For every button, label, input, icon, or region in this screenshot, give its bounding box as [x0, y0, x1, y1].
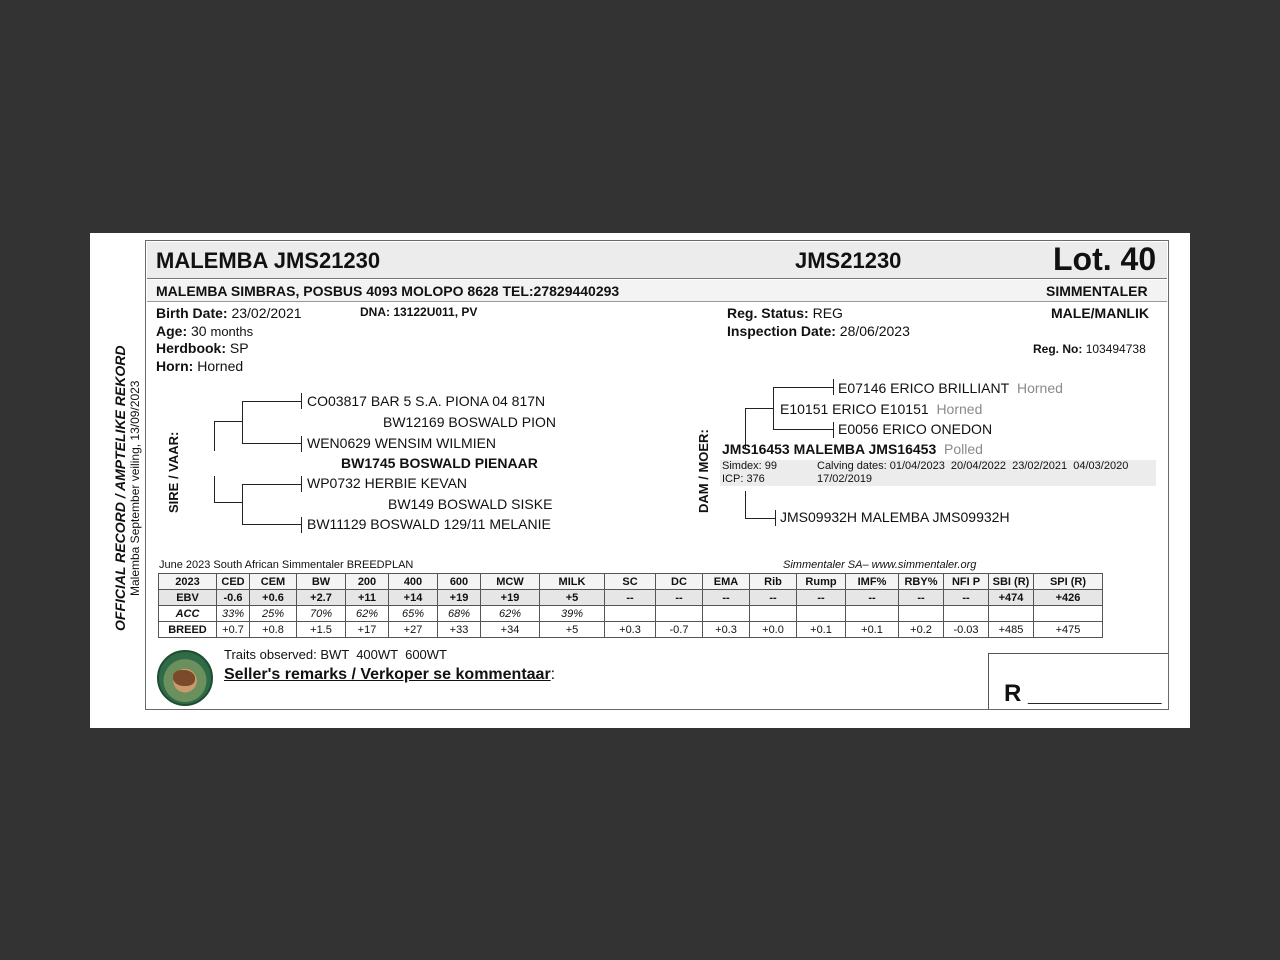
- dam-bracket-line: [773, 387, 774, 429]
- ebv-cell: SBI (R): [989, 574, 1034, 590]
- age-value: 30: [191, 323, 207, 339]
- sire-g1: BW12169 BOSWALD PION: [383, 414, 556, 430]
- ebv-cell: +33: [438, 622, 481, 638]
- ebv-cell: SC: [605, 574, 656, 590]
- sire-bracket-line: [214, 476, 215, 502]
- ebv-cell: +1.5: [297, 622, 346, 638]
- ebv-cell: [656, 606, 703, 622]
- ebv-cell: --: [797, 590, 846, 606]
- ebv-cell: -0.03: [944, 622, 989, 638]
- calving-dates: Calving dates: 01/04/2023 20/04/2022 23/02/2021 04/03/2020: [817, 460, 1129, 472]
- dam-g1-name: E10151 ERICO E10151: [780, 401, 929, 417]
- dam-gg1: [838, 380, 1063, 396]
- ebv-cell: +11: [346, 590, 389, 606]
- sire-bracket-line: [242, 401, 302, 402]
- sire-bracket-line: [242, 484, 243, 524]
- traits-observed: Traits observed: BWT 400WT 600WT: [224, 647, 447, 662]
- ebv-cell: MILK: [540, 574, 605, 590]
- ebv-cell: +19: [438, 590, 481, 606]
- ebv-cell: 65%: [389, 606, 438, 622]
- ebv-cell: IMF%: [846, 574, 899, 590]
- herdbook-label: Herdbook:: [156, 340, 226, 356]
- ebv-cell: +5: [540, 590, 605, 606]
- sire-gg2: WEN0629 WENSIM WILMIEN: [307, 435, 497, 451]
- ebv-cell: +0.8: [250, 622, 297, 638]
- sire-gg3: WP0732 HERBIE KEVAN: [307, 475, 468, 491]
- dam-bracket-line: [833, 422, 834, 438]
- birth-date-label: Birth Date:: [156, 305, 228, 321]
- dam-gg2: E0056 ERICO ONEDON: [838, 421, 993, 437]
- dna-info: DNA: 13122U011, PV: [360, 305, 478, 319]
- ebv-cell: Rump: [797, 574, 846, 590]
- acc-row: [159, 606, 1103, 622]
- reg-no: [1033, 342, 1146, 356]
- dam-name: JMS16453 MALEMBA JMS16453: [722, 441, 937, 457]
- calving-dates-cont: 17/02/2019: [817, 473, 873, 485]
- ebv-cell: 200: [346, 574, 389, 590]
- remarks-text: Seller's remarks / Verkoper se kommentaar: [224, 666, 551, 683]
- ebv-cell: +0.3: [703, 622, 750, 638]
- ebv-cell: 39%: [540, 606, 605, 622]
- ebv-cell: +426: [1034, 590, 1103, 606]
- sire-bracket-line: [301, 436, 302, 452]
- dam-horn: Polled: [944, 441, 983, 457]
- ebv-cell: [944, 606, 989, 622]
- sire-bracket-line: [301, 517, 302, 533]
- ebv-cell: +2.7: [297, 590, 346, 606]
- sire-name: BW1745 BOSWALD PIENAAR: [341, 455, 538, 471]
- reg-no-value: 103494738: [1085, 342, 1146, 356]
- ebv-cell: -0.7: [656, 622, 703, 638]
- dam-g1: [780, 401, 982, 417]
- ebv-cell: --: [899, 590, 944, 606]
- ebv-cell: +17: [346, 622, 389, 638]
- ebv-header-row: [159, 574, 1103, 590]
- herdbook-value: SP: [229, 340, 249, 356]
- ebv-cell: MCW: [481, 574, 540, 590]
- animal-code: JMS21230: [795, 248, 902, 273]
- remarks-colon: :: [550, 666, 556, 683]
- price-box-left: [988, 653, 989, 709]
- breed-label: SIMMENTALER: [1046, 283, 1148, 299]
- sex-label: MALE/MANLIK: [1051, 305, 1149, 321]
- dam-bracket-line: [745, 408, 773, 409]
- lot-card: [90, 233, 1190, 728]
- price-label: R __________: [1004, 680, 1162, 707]
- ebv-cell: CEM: [250, 574, 297, 590]
- ebv-cell: [797, 606, 846, 622]
- ebv-cell: +485: [989, 622, 1034, 638]
- reg-status: [727, 305, 843, 321]
- price-field[interactable]: [1004, 680, 1161, 708]
- ebv-cell: +0.3: [605, 622, 656, 638]
- ebv-cell: +19: [481, 590, 540, 606]
- dam-bracket-line: [745, 491, 746, 518]
- ebv-cell: 25%: [250, 606, 297, 622]
- sire-bracket-line: [242, 401, 243, 443]
- horn-value: Horned: [197, 358, 244, 374]
- ebv-cell: +0.1: [797, 622, 846, 638]
- ebv-cell: 600: [438, 574, 481, 590]
- ebv-cell: Rib: [750, 574, 797, 590]
- sire-bracket-line: [214, 421, 242, 422]
- breed-row: [159, 622, 1103, 638]
- inspection-date-value: 28/06/2023: [839, 323, 910, 339]
- ebv-cell: --: [846, 590, 899, 606]
- sire-gg4: BW11129 BOSWALD 129/11 MELANIE: [307, 516, 551, 532]
- sire-bracket-line: [242, 443, 302, 444]
- dam-name-row: [722, 441, 983, 457]
- ebv-table: [158, 573, 1103, 638]
- ebv-cell: EMA: [703, 574, 750, 590]
- simmentaler-logo: [157, 650, 213, 706]
- ebv-cell: 2023: [159, 574, 217, 590]
- ebv-cell: ACC: [159, 606, 217, 622]
- ebv-cell: --: [656, 590, 703, 606]
- reg-status-label: Reg. Status:: [727, 305, 809, 321]
- dam-g2: JMS09932H MALEMBA JMS09932H: [780, 509, 1010, 525]
- sire-bracket-line: [242, 524, 302, 525]
- reg-no-label: Reg. No:: [1033, 342, 1083, 356]
- ebv-cell: +14: [389, 590, 438, 606]
- reg-status-value: REG: [812, 305, 843, 321]
- ebv-cell: -0.6: [217, 590, 250, 606]
- ebv-cell: NFI P: [944, 574, 989, 590]
- ebv-cell: +474: [989, 590, 1034, 606]
- ebv-cell: 62%: [481, 606, 540, 622]
- ebv-cell: [899, 606, 944, 622]
- ebv-cell: BREED: [159, 622, 217, 638]
- ebv-cell: 400: [389, 574, 438, 590]
- sire-bracket-line: [301, 476, 302, 492]
- ebv-cell: [605, 606, 656, 622]
- ebv-row: [159, 590, 1103, 606]
- lot-number: Lot. 40: [1053, 241, 1157, 277]
- dam-g1-horn: Horned: [936, 401, 983, 417]
- sire-bracket-line: [242, 484, 302, 485]
- ebv-cell: --: [605, 590, 656, 606]
- ebv-cell: +5: [540, 622, 605, 638]
- dam-bracket-line: [833, 379, 834, 395]
- price-box-top: [988, 653, 1168, 654]
- herdbook: [156, 340, 249, 356]
- dam-bracket-line: [745, 518, 775, 519]
- ebv-cell: EBV: [159, 590, 217, 606]
- ebv-cell: --: [944, 590, 989, 606]
- dam-gg1-horn: Horned: [1016, 380, 1063, 396]
- ebv-cell: RBY%: [899, 574, 944, 590]
- ebv-cell: +0.6: [250, 590, 297, 606]
- sale-label: Malemba September veiling, 13/09/2023: [128, 380, 142, 596]
- owner-line: MALEMBA SIMBRAS, POSBUS 4093 MOLOPO 8628 TEL:27829440293: [156, 283, 620, 299]
- ebv-cell: 62%: [346, 606, 389, 622]
- birth-date-value: 23/02/2021: [231, 305, 302, 321]
- dam-icp: ICP: 376: [722, 473, 765, 485]
- ebv-cell: BW: [297, 574, 346, 590]
- ebv-cell: --: [703, 590, 750, 606]
- dam-simdex: Simdex: 99: [722, 460, 778, 472]
- breedplan-site: Simmentaler SA– www.simmentaler.org: [783, 559, 977, 571]
- dam-bracket-line: [773, 387, 833, 388]
- sire-bracket-line: [301, 393, 302, 409]
- inspection-date: [727, 323, 910, 339]
- ebv-cell: +27: [389, 622, 438, 638]
- official-record-label: OFFICIAL RECORD / AMPTELIKE REKORD: [112, 345, 128, 631]
- age-label: Age:: [156, 323, 188, 339]
- inspection-date-label: Inspection Date:: [727, 323, 836, 339]
- birth-date: [156, 305, 302, 321]
- ebv-cell: 68%: [438, 606, 481, 622]
- ebv-cell: +475: [1034, 622, 1103, 638]
- ebv-cell: CED: [217, 574, 250, 590]
- sire-bracket-line: [214, 421, 215, 451]
- age: [156, 323, 253, 339]
- ebv-cell: +0.2: [899, 622, 944, 638]
- dam-section-label: DAM / MOER:: [696, 429, 711, 513]
- ebv-cell: [1034, 606, 1103, 622]
- dam-bracket-line: [775, 510, 776, 526]
- sire-section-label: SIRE / VAAR:: [166, 431, 181, 513]
- ebv-cell: 33%: [217, 606, 250, 622]
- ebv-cell: --: [750, 590, 797, 606]
- sire-gg1: CO03817 BAR 5 S.A. PIONA 04 817N: [307, 393, 546, 409]
- sire-g2: BW149 BOSWALD SISKE: [388, 496, 553, 512]
- ebv-cell: +0.7: [217, 622, 250, 638]
- animal-name: MALEMBA JMS21230: [156, 248, 381, 273]
- dam-gg1-name: E07146 ERICO BRILLIANT: [838, 380, 1010, 396]
- age-unit: months: [210, 324, 254, 339]
- dam-bracket-line: [773, 429, 833, 430]
- horn: [156, 358, 243, 374]
- ebv-cell: 70%: [297, 606, 346, 622]
- sire-bracket-line: [214, 502, 242, 503]
- remarks-label: [224, 666, 555, 684]
- horn-label: Horn:: [156, 358, 194, 374]
- ebv-cell: [703, 606, 750, 622]
- ebv-cell: [989, 606, 1034, 622]
- breedplan-caption: June 2023 South African Simmentaler BREEDPLAN: [159, 559, 414, 571]
- ebv-cell: SPI (R): [1034, 574, 1103, 590]
- ebv-cell: +34: [481, 622, 540, 638]
- ebv-cell: +0.1: [846, 622, 899, 638]
- ebv-cell: [750, 606, 797, 622]
- ebv-cell: [846, 606, 899, 622]
- ebv-cell: +0.0: [750, 622, 797, 638]
- ebv-cell: DC: [656, 574, 703, 590]
